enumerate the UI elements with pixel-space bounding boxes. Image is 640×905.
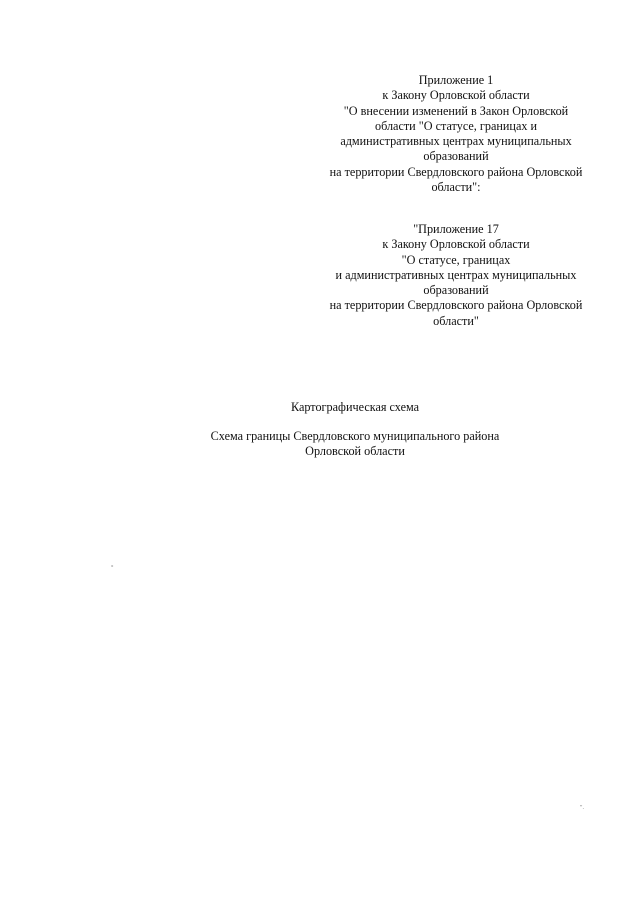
stray-mark-right: ". — [580, 805, 584, 811]
appendix-17-line: на территории Свердловского района Орловской — [329, 298, 583, 313]
appendix-1-header — [318, 73, 594, 195]
appendix-1-line: административных центрах муниципальных — [340, 134, 572, 149]
document-subtitle — [190, 429, 520, 460]
stray-mark-left: ° — [111, 565, 114, 571]
document-title — [200, 400, 510, 415]
document-subtitle-line: Схема границы Свердловского муниципального района — [210, 429, 500, 443]
appendix-1-line: "О внесении изменений в Закон Орловской — [343, 103, 569, 118]
appendix-17-line: области" — [433, 313, 479, 328]
appendix-1-line: области": — [431, 180, 481, 195]
appendix-17-line: и административных центрах муниципальных — [335, 267, 577, 282]
appendix-17-line: "Приложение 17 — [413, 222, 499, 236]
appendix-1-line: области "О статусе, границах и — [374, 118, 538, 133]
appendix-1-line: Приложение 1 — [418, 73, 494, 87]
appendix-1-line: образований — [423, 149, 489, 164]
appendix-17-line: образований — [423, 283, 489, 298]
document-subtitle-line: Орловской области — [305, 444, 405, 459]
appendix-17-header — [318, 222, 594, 329]
appendix-17-line: "О статусе, границах — [401, 252, 511, 267]
appendix-17-line: к Закону Орловской области — [382, 237, 530, 252]
appendix-1-line: к Закону Орловской области — [382, 88, 530, 103]
appendix-1-line: на территории Свердловского района Орловской — [329, 164, 583, 179]
document-title-text: Картографическая схема — [290, 400, 420, 414]
